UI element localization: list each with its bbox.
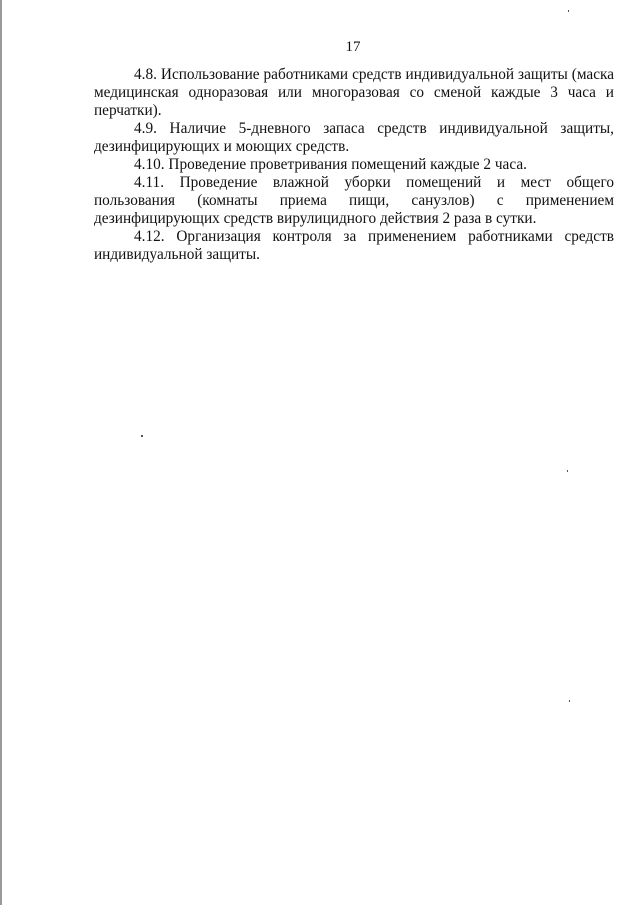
paragraph-4-8: 4.8. Использование работниками средств индивидуальной защиты (маска медицинская одноразовая или многоразовая со сменой каждые 3 часа и перчатки). [94,66,614,119]
scan-speck [569,700,570,702]
paragraph-4-12: 4.12. Организация контроля за применением работниками средств индивидуальной защиты. [94,228,614,263]
page-number: 17 [345,39,361,55]
paragraph-4-11: 4.11. Проведение влажной уборки помещений и мест общего пользования (комнаты приема пищи, санузлов) с применением дезинфицирующих средств вирулицидного действия 2 раза в сутки. [94,174,614,227]
paragraph-4-10: 4.10. Проведение проветривания помещений каждые 2 часа. [134,156,527,173]
scan-edge [0,0,2,905]
scan-speck [568,10,569,12]
document-body [94,66,614,264]
paragraph-4-9: 4.9. Наличие 5-дневного запаса средств индивидуальной защиты, дезинфицирующих и моющих средств. [94,120,614,155]
scan-speck [567,470,568,472]
scan-speck [141,435,143,437]
